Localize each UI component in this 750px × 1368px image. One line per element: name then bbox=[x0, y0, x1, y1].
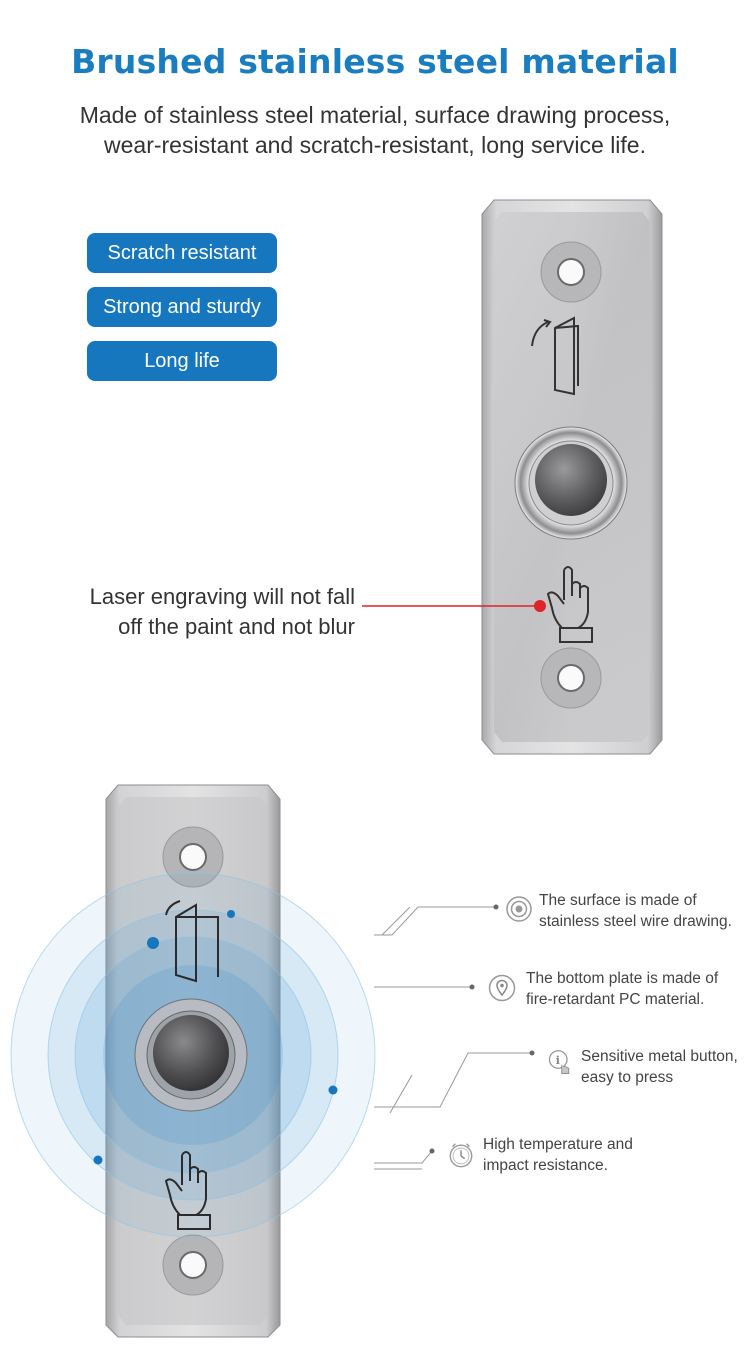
exit-button-plate-front bbox=[482, 200, 662, 754]
feature-surface bbox=[539, 890, 732, 932]
callout-line-1: Laser engraving will not fall bbox=[89, 584, 355, 609]
feature-temperature bbox=[483, 1134, 633, 1176]
feature-temperature-line-2: impact resistance. bbox=[483, 1157, 608, 1174]
subtitle-line-2: wear-resistant and scratch-resistant, long service life. bbox=[104, 132, 646, 158]
page-title: Brushed stainless steel material bbox=[71, 42, 679, 81]
clock-icon bbox=[447, 1141, 475, 1169]
touch-info-icon bbox=[546, 1049, 574, 1077]
subtitle-line-1: Made of stainless steel material, surface drawing process, bbox=[79, 102, 671, 128]
callout-line-2: off the paint and not blur bbox=[118, 614, 355, 639]
feature-surface-line-2: stainless steel wire drawing. bbox=[539, 913, 732, 930]
svg-text:i: i bbox=[555, 1052, 560, 1067]
page-subtitle bbox=[30, 100, 720, 160]
callout-leader-line bbox=[360, 600, 550, 612]
feature-surface-line-1: The surface is made of bbox=[539, 892, 697, 909]
feature-metal-button-line-1: Sensitive metal button, bbox=[581, 1048, 738, 1065]
feature-bottom-plate-line-1: The bottom plate is made of bbox=[526, 970, 719, 987]
feature-temperature-line-1: High temperature and bbox=[483, 1136, 633, 1153]
feature-bottom-plate-line-2: fire-retardant PC material. bbox=[526, 991, 705, 1008]
feature-bottom-plate bbox=[526, 968, 718, 1010]
feature-metal-button-line-2: easy to press bbox=[581, 1069, 674, 1086]
exit-button-plate-detail bbox=[0, 785, 400, 1345]
target-icon bbox=[505, 895, 533, 923]
location-pin-icon bbox=[488, 974, 516, 1002]
badge-long-life: Long life bbox=[87, 341, 277, 381]
badge-strong-and-sturdy: Strong and sturdy bbox=[87, 287, 277, 327]
badge-scratch-resistant: Scratch resistant bbox=[87, 233, 277, 273]
feature-metal-button bbox=[581, 1046, 738, 1088]
laser-engraving-callout bbox=[40, 582, 355, 642]
